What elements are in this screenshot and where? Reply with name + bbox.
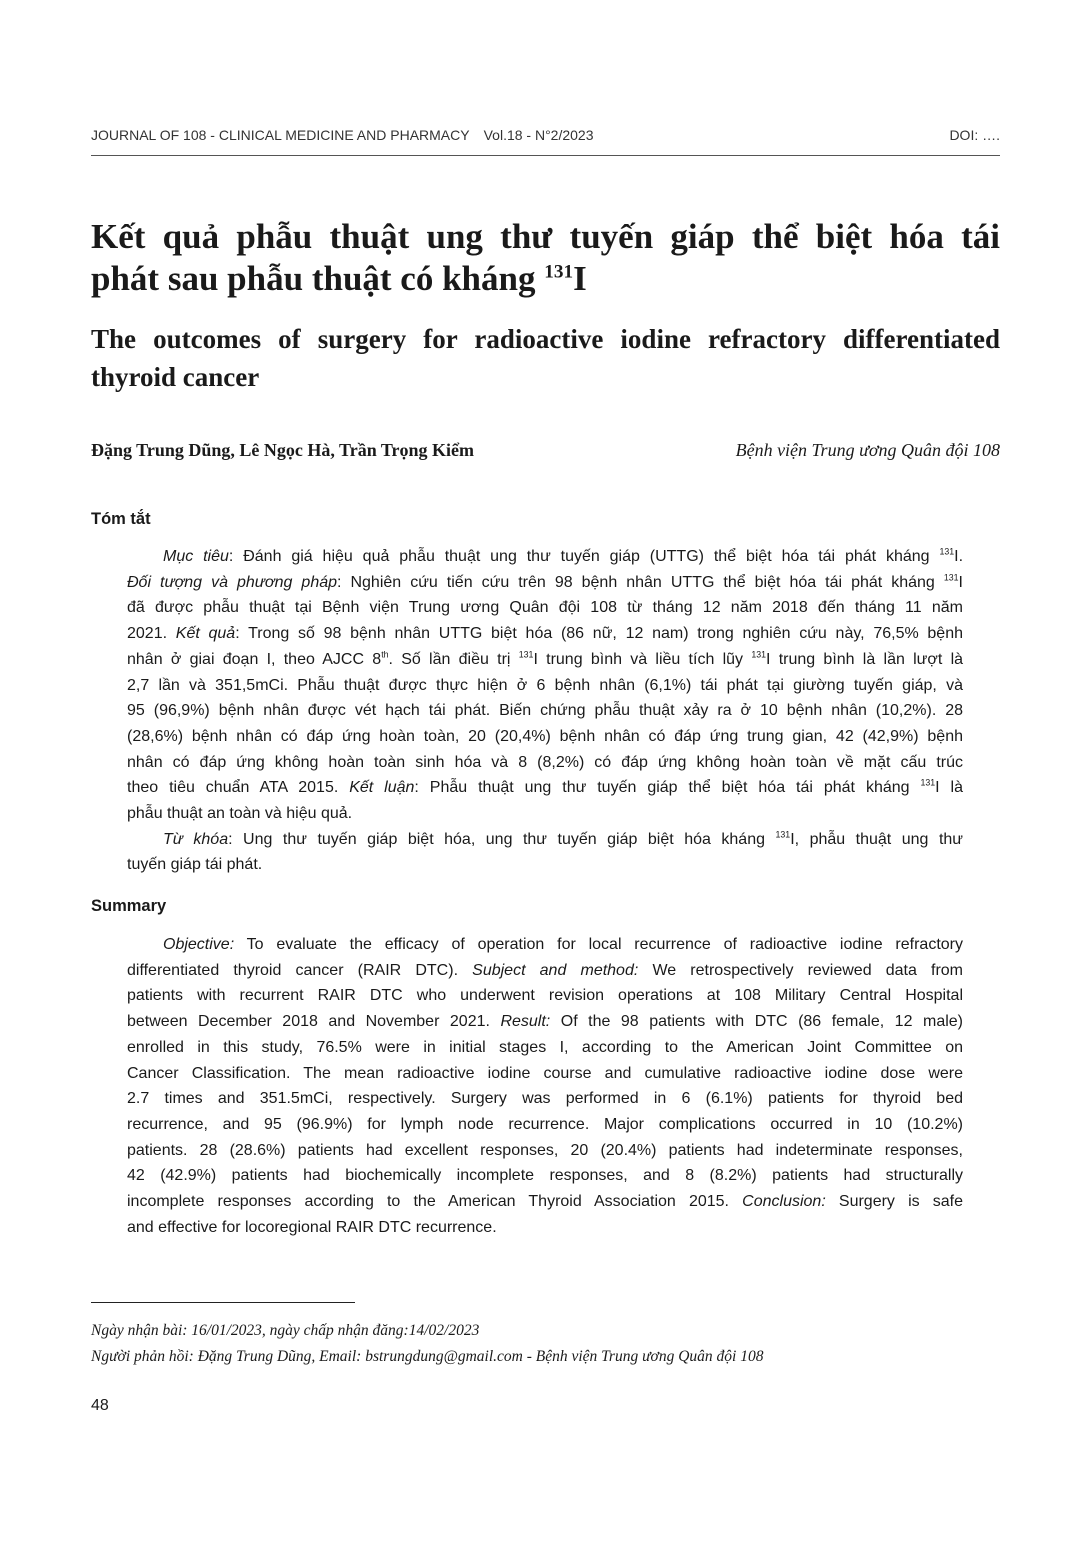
title-text: I — [573, 259, 587, 298]
text-line — [127, 1189, 963, 1215]
text-line — [127, 1215, 963, 1241]
subtitle-line: The outcomes of surgery for radioactive iodine refractory differentiated — [91, 324, 1000, 354]
text-run: 2,7 lần và 351,5mCi. Phẫu thuật được thực hiện ở 6 bệnh nhân (6,1%) tái phát tại giường tuyến giáp, và — [127, 676, 963, 694]
italic-label: Objective: — [163, 936, 235, 953]
text-run: incomplete responses according to the American Thyroid Association 2015. — [127, 1193, 743, 1211]
text-line — [127, 673, 963, 699]
text-line — [127, 595, 963, 621]
text-run: nhân ở giai đoạn I, theo AJCC 8 — [127, 650, 382, 668]
text-line — [127, 801, 963, 827]
superscript: 131 — [751, 649, 766, 660]
text-run: 2.7 times and 351.5mCi, respectively. Surgery was performed in 6 (6.1%) patients for thyroid bed — [127, 1090, 963, 1108]
title-line — [91, 258, 1000, 300]
text-line — [127, 750, 963, 776]
footnote-divider — [91, 1302, 355, 1303]
vn-abstract-heading: Tóm tắt — [91, 510, 151, 528]
text-run: between December 2018 and November 2021. — [127, 1013, 501, 1031]
text-run: and effective for locoregional RAIR DTC recurrence. — [127, 1218, 497, 1236]
text-line — [127, 544, 963, 570]
vn-abstract-body — [127, 544, 963, 878]
text-run: Surgery is safe — [825, 1193, 964, 1211]
text-line — [127, 775, 963, 801]
text-line — [127, 724, 963, 750]
text-line — [127, 852, 963, 878]
article-title-english — [91, 320, 1000, 396]
text-run: patients with recurrent RAIR DTC who underwent revision operations at 108 Military Central Hospital — [127, 987, 963, 1005]
doi: DOI: …. — [949, 127, 1000, 143]
text-run: : Phẫu thuật ung thư tuyến giáp thể biệt hóa tái phát kháng — [414, 779, 921, 797]
superscript: 131 — [518, 649, 534, 660]
text-run: : Đánh giá hiệu quả phẫu thuật ung thư tuyến giáp (UTTG) thể biệt hóa tái phát kháng — [228, 548, 940, 565]
article-title — [91, 216, 1000, 300]
superscript: 131 — [920, 778, 936, 788]
text-run: 95 (96,9%) bệnh nhân được vét hạch tái phát. Biến chứng phẫu thuật xảy ra ở 10 bệnh nhân (10,2%). 28 — [127, 702, 963, 720]
text-run: . Số lần điều trị — [388, 650, 519, 668]
superscript: th — [381, 649, 389, 660]
text-run: differentiated thyroid cancer (RAIR DTC). — [127, 961, 473, 979]
text-run: I, phẫu thuật ung thư — [790, 830, 963, 848]
affiliation: Bệnh viện Trung ương Quân đội 108 — [735, 440, 1000, 460]
running-header — [91, 127, 1000, 143]
italic-label: Conclusion: — [742, 1193, 826, 1211]
text-run: : Nghiên cứu tiến cứu trên 98 bệnh nhân UTTG thể biệt hóa tái phát kháng — [337, 573, 944, 591]
text-run: patients. 28 (28.6%) patients had excellent responses, 20 (20.4%) patients had indeterminate responses, — [127, 1141, 963, 1159]
text-run: Cancer Classification. The mean radioactive iodine course and cumulative radioactive iodine dose were — [127, 1064, 963, 1082]
footnote-correspondence: Người phản hồi: Đặng Trung Dũng, Email: bstrungdung@gmail.com - Bệnh viện Trung ương Quân đội 108 — [91, 1348, 764, 1365]
text-run: nhân có đáp ứng không hoàn toàn sinh hóa và 8 (8,2%) có đáp ứng không hoàn toàn về mặt cấu trúc — [127, 753, 963, 771]
text-run: recurrence, and 95 (96.9%) for lymph node recurrence. Major complications occurred in 10 (10.2%) — [127, 1115, 963, 1133]
footnote-received: Ngày nhận bài: 16/01/2023, ngày chấp nhận đăng:14/02/2023 — [91, 1322, 480, 1339]
superscript: 131 — [943, 572, 959, 583]
superscript: 131 — [775, 829, 791, 840]
text-run: đã được phẫu thuật tại Bệnh viện Trung ương Quân đội 108 từ tháng 12 năm 2018 đến tháng 11 năm — [127, 599, 963, 617]
text-run: enrolled in this study, 76.5% were in initial stages I, according to the American Joint Committee on — [127, 1038, 963, 1056]
text-run: I trung bình là lần lượt là — [766, 650, 964, 668]
italic-label: Kết luận — [349, 779, 415, 797]
italic-label: Result: — [500, 1013, 551, 1031]
italic-label: Đối tượng và phương pháp — [127, 573, 338, 591]
text-line — [127, 1138, 963, 1164]
title-text: phát sau phẫu thuật có kháng — [91, 259, 545, 298]
text-line — [127, 958, 963, 984]
title-sup: 131 — [544, 261, 574, 283]
authors: Đặng Trung Dũng, Lê Ngọc Hà, Trần Trọng Kiểm — [91, 440, 475, 460]
text-line — [127, 827, 963, 853]
text-line — [127, 932, 963, 958]
text-run: We retrospectively reviewed data from — [638, 961, 964, 979]
journal-volume: Vol.18 - N°2/2023 — [483, 127, 594, 143]
text-line — [127, 1112, 963, 1138]
text-run: : Ung thư tuyến giáp biệt hóa, ung thư tuyến giáp biệt hóa kháng — [228, 830, 776, 848]
subtitle-line: thyroid cancer — [91, 362, 260, 392]
text-line — [127, 1086, 963, 1112]
italic-label: Kết quả — [175, 625, 236, 643]
text-run: theo tiêu chuẩn ATA 2015. — [127, 779, 350, 797]
superscript: 131 — [939, 546, 955, 557]
italic-label: Mục tiêu — [163, 548, 229, 565]
text-run: tuyến giáp tái phát. — [127, 856, 263, 874]
text-run: Of the 98 patients with DTC (86 female, 12 male) — [550, 1013, 963, 1031]
title-line: Kết quả phẫu thuật ung thư tuyến giáp thể biệt hóa tái — [91, 217, 1000, 256]
text-line — [127, 983, 963, 1009]
text-line — [127, 647, 963, 673]
page-number: 48 — [91, 1397, 109, 1414]
header-divider — [91, 155, 1000, 156]
text-line — [127, 621, 963, 647]
journal-name: JOURNAL OF 108 - CLINICAL MEDICINE AND PHARMACY — [91, 127, 470, 143]
text-run: (28,6%) bệnh nhân có đáp ứng hoàn toàn, 20 (20,4%) bệnh nhân có đáp ứng trung gian, 42 (42,9%) bệnh — [127, 727, 963, 745]
en-abstract-heading: Summary — [91, 897, 167, 915]
text-run: I. — [954, 548, 964, 565]
italic-label: Subject and method: — [472, 961, 639, 979]
text-line — [127, 698, 963, 724]
text-run: phẫu thuật an toàn và hiệu quả. — [127, 805, 353, 823]
text-run: 2021. — [127, 625, 176, 643]
italic-label: Từ khóa — [163, 830, 229, 848]
text-run: I — [958, 573, 963, 591]
text-run: 42 (42.9%) patients had biochemically incomplete responses, and 8 (8.2%) patients had structurally — [127, 1167, 963, 1185]
text-line — [127, 1035, 963, 1061]
text-line — [127, 570, 963, 596]
text-line — [127, 1163, 963, 1189]
text-run: I là — [935, 779, 963, 797]
text-line — [127, 1009, 963, 1035]
text-run: : Trong số 98 bệnh nhân UTTG biệt hóa (86 nữ, 12 nam) trong nghiên cứu này, 76,5% bệnh — [235, 625, 964, 643]
text-line — [127, 1061, 963, 1087]
text-run: To evaluate the efficacy of operation for local recurrence of radioactive iodine refractory — [234, 936, 963, 953]
text-run: I trung bình và liều tích lũy — [533, 650, 752, 668]
en-abstract-body — [127, 932, 963, 1240]
